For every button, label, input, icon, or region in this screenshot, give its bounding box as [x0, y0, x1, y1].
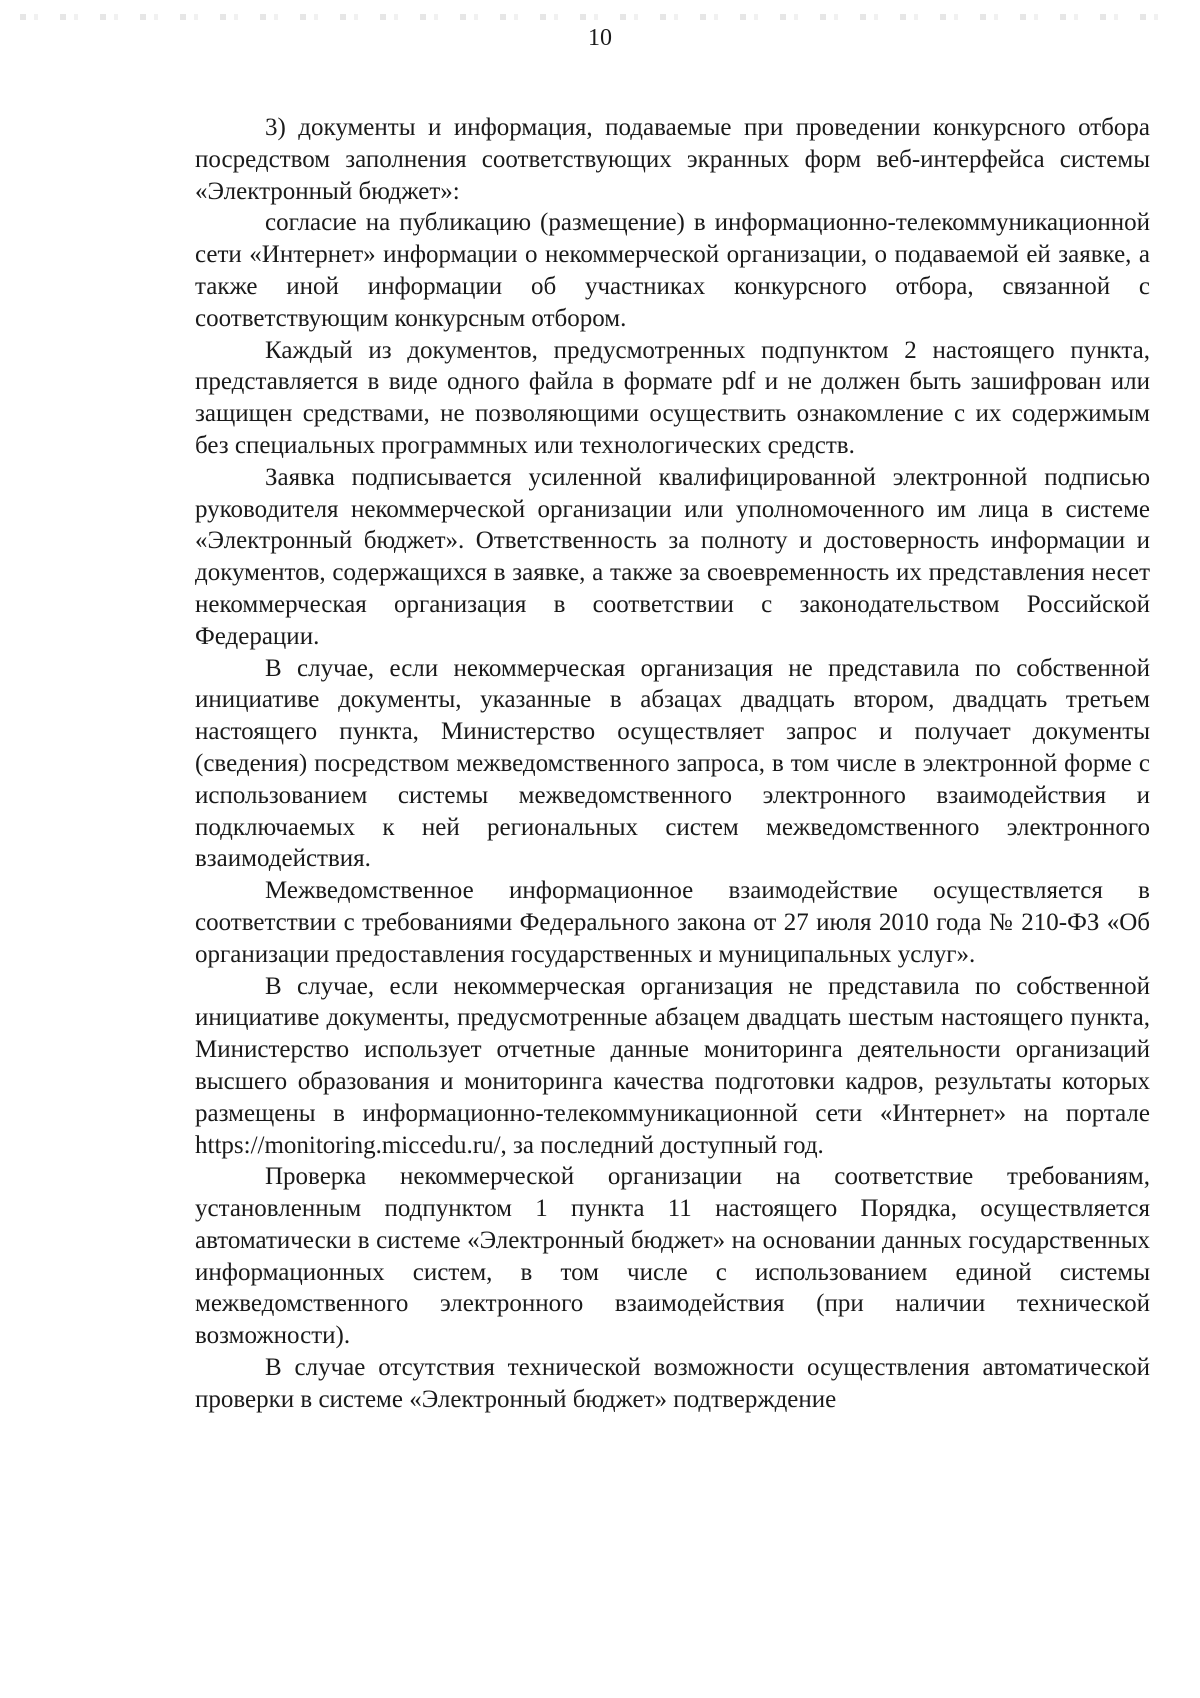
document-body: [195, 112, 1150, 1416]
paragraph-interagency-request: В случае, если некоммерческая организация не представила по собственной инициативе документы, указанные в абзацах двадцать втором, двадцать третьем настоящего пункта, Министерство осуществляет запрос и получает документы (сведения) посредством межведомственного запроса, в том числе в электронной форме с использованием системы межведомственного электронного взаимодействия и подключаемых к ней региональных систем межведомственного электронного взаимодействия.: [195, 654, 1150, 873]
paragraph-file-format: Каждый из документов, предусмотренных подпунктом 2 настоящего пункта, представляется в виде одного файла в формате pdf и не должен быть зашифрован или защищен средствами, не позволяющими осуществить ознакомление с их содержимым без специальных программных или технологических средств.: [195, 336, 1150, 459]
scan-artifact: [20, 14, 1180, 20]
paragraph-federal-law: Межведомственное информационное взаимодействие осуществляется в соответствии с требованиями Федерального закона от 27 июля 2010 года № 210-ФЗ «Об организации предоставления государственных и муниципальных услуг».: [195, 877, 1150, 968]
paragraph-verification: Проверка некоммерческой организации на соответствие требованиям, установленным подпунктом 1 пункта 11 настоящего Порядка, осуществляется автоматически в системе «Электронный бюджет» на основании данных государственных информационных систем, в том числе с использованием единой системы межведомственного электронного взаимодействия (при наличии технической возможности).: [195, 1163, 1150, 1350]
paragraph-no-technical-possibility: В случае отсутствия технической возможности осуществления автоматической проверки в системе «Электронный бюджет» подтверждение: [195, 1354, 1150, 1413]
paragraph-signature: Заявка подписывается усиленной квалифицированной электронной подписью руководителя некоммерческой организации или уполномоченного им лица в системе «Электронный бюджет». Ответственность за полноту и достоверность информации и документов, содержащихся в заявке, а также за своевременность их представления несет некоммерческая организация в соответствии с законодательством Российской Федерации.: [195, 463, 1150, 650]
paragraph-documents-item-3: 3) документы и информация, подаваемые при проведении конкурсного отбора посредством заполнения соответствующих экранных форм веб-интерфейса системы «Электронный бюджет»:: [195, 114, 1150, 205]
paragraph-monitoring-data: В случае, если некоммерческая организация не представила по собственной инициативе документы, предусмотренные абзацем двадцать шестым настоящего пункта, Министерство использует отчетные данные мониторинга деятельности организаций высшего образования и мониторинга качества подготовки кадров, результаты которых размещены в информационно-телекоммуникационной сети «Интернет» на портале https://monitoring.miccedu.ru/, за последний доступный год.: [195, 972, 1150, 1159]
paragraph-consent: согласие на публикацию (размещение) в информационно-телекоммуникационной сети «Интернет» информации о некоммерческой организации, о подаваемой ей заявке, а также иной информации об участниках конкурсного отбора, связанной с соответствующим конкурсным отбором.: [195, 209, 1150, 332]
page-number: 10: [588, 25, 612, 51]
